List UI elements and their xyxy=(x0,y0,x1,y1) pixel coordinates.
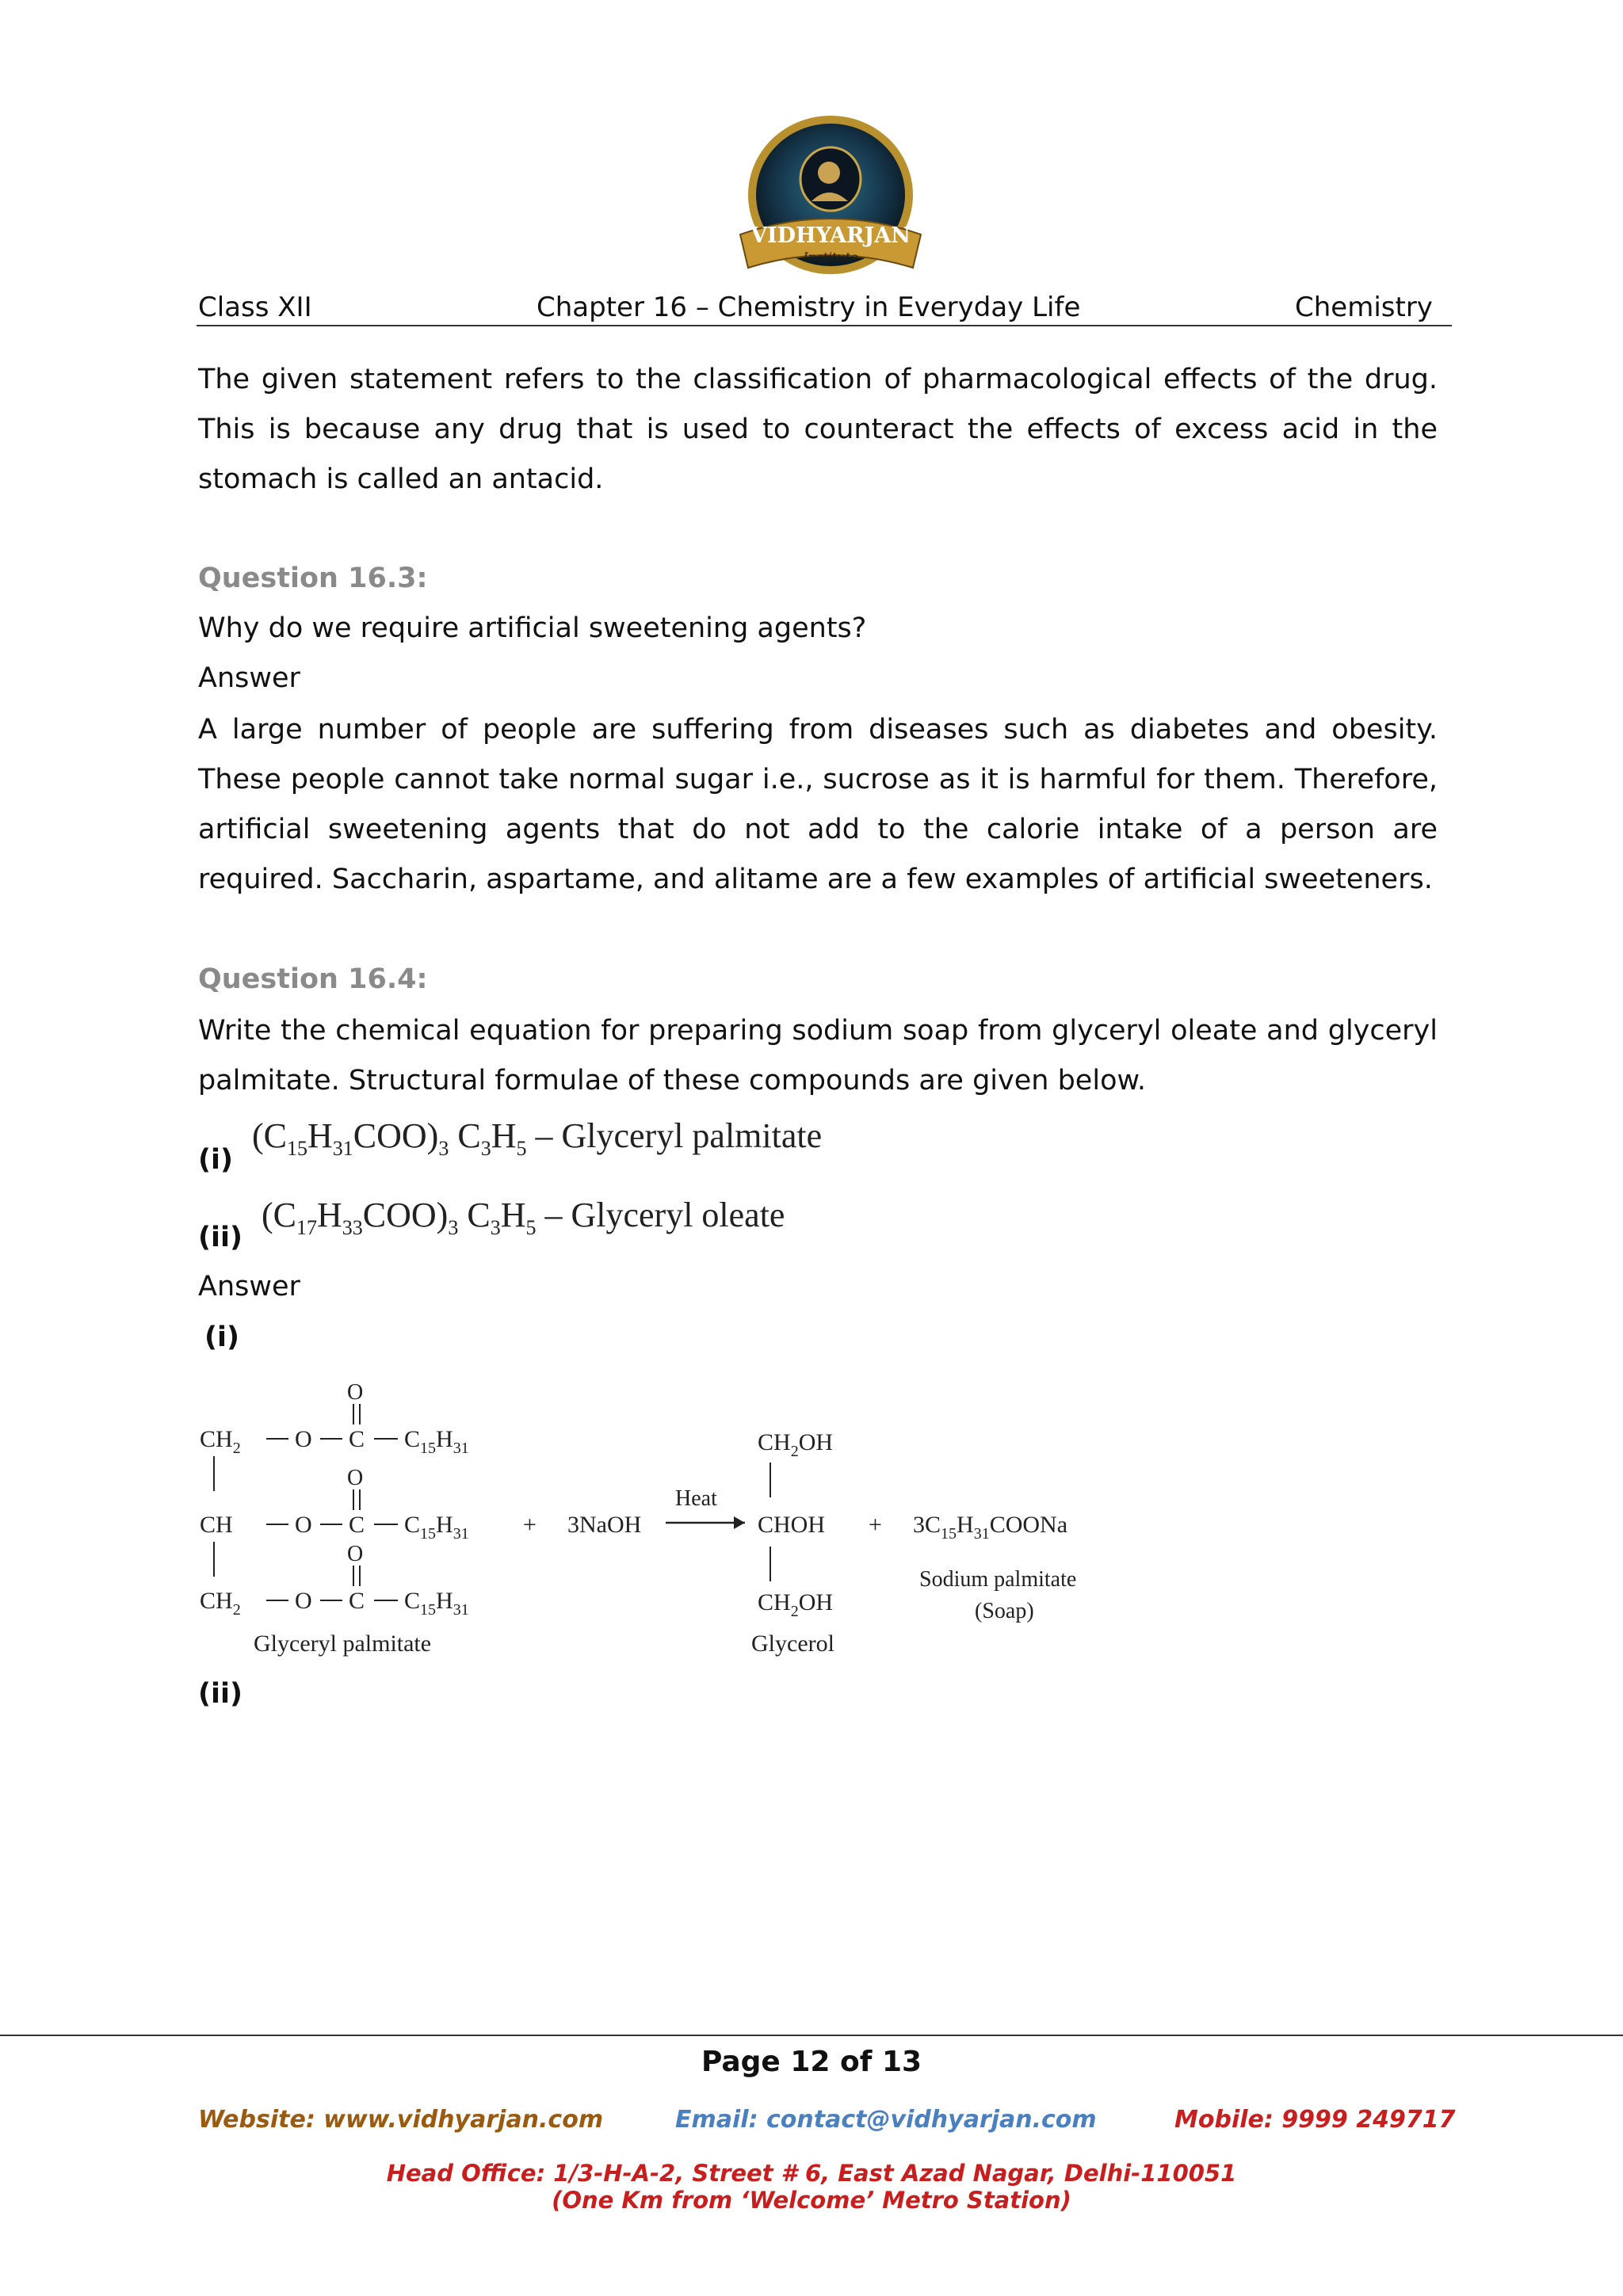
glyceryl-palmitate-formula: $(C_{15}H_{31}COO)_3$ $C_3H_5$ – Glyceryl palmitate xyxy=(252,1116,823,1160)
carbonyl-carbon-3: C xyxy=(349,1588,365,1614)
soap-formula: $3C_{15}H_{31}COONa$ xyxy=(913,1512,1068,1543)
carbonyl-oxygen-2: O xyxy=(347,1466,364,1490)
ch-group: CH xyxy=(200,1512,233,1538)
c15h31-2: $C_{15}H_{31}$ xyxy=(404,1512,469,1543)
footer-landmark: (One Km from ‘Welcome’ Metro Station) xyxy=(552,2187,1071,2214)
reactant-name: Glyceryl palmitate xyxy=(254,1630,432,1657)
carbonyl-carbon-1: C xyxy=(349,1426,365,1452)
logo-text: VIDHYARJAN xyxy=(750,223,911,248)
glycerol-name: Glycerol xyxy=(751,1630,834,1657)
saponification-equation xyxy=(190,1363,1125,1664)
header-class: Class XII xyxy=(198,292,312,323)
item-2-name: Glyceryl oleate xyxy=(571,1196,785,1234)
glyceryl-oleate-formula: $(C_{17}H_{33}COO)_3$ $C_3H_5$ – Glyceryl oleate xyxy=(262,1196,785,1239)
header-subject: Chemistry xyxy=(1295,292,1433,323)
footer-head-office: Head Office: 1/3-H-A-2, Street # 6, East Azad Nagar, Delhi-110051 xyxy=(386,2160,1237,2187)
question-16-3-text: Why do we require artificial sweetening agents? xyxy=(198,612,867,644)
glycerol-ch2oh-bottom: $CH_2OH$ xyxy=(758,1589,834,1620)
carbonyl-carbon-2: C xyxy=(349,1512,365,1538)
footer-website[interactable]: Website: www.vidhyarjan.com xyxy=(198,2106,604,2134)
footer-email[interactable]: Email: contact@vidhyarjan.com xyxy=(675,2106,1097,2134)
c15h31-1: $C_{15}H_{31}$ xyxy=(404,1426,469,1457)
question-16-4-answer-label: Answer xyxy=(198,1271,300,1302)
answer-part-1-label: (i) xyxy=(204,1322,239,1353)
page-number: Page 12 of 13 xyxy=(701,2046,922,2078)
question-16-4-text: Write the chemical equation for preparing sodium soap from glyceryl oleate and glyceryl palmitate. Structural formulae of these compounds are given below. xyxy=(198,1015,1438,1097)
ch2-group-3: $CH_2$ xyxy=(200,1588,241,1619)
oxygen-3: O xyxy=(295,1588,312,1614)
ch2-group-1: $CH_2$ xyxy=(200,1426,241,1457)
question-16-4-heading: Question 16.4: xyxy=(198,963,428,995)
item-2-label: (ii) xyxy=(198,1222,242,1253)
oxygen-2: O xyxy=(295,1512,312,1538)
header-chapter: Chapter 16 – Chemistry in Everyday Life xyxy=(537,292,1081,323)
item-1-name: Glyceryl palmitate xyxy=(561,1116,823,1155)
oxygen-1: O xyxy=(295,1426,312,1452)
footer-rule xyxy=(0,2035,1623,2036)
vidhyarjan-logo xyxy=(735,116,926,290)
carbonyl-oxygen-3: O xyxy=(347,1542,364,1566)
question-16-3-answer-label: Answer xyxy=(198,662,300,694)
answer-part-2-label: (ii) xyxy=(198,1678,242,1710)
carbonyl-oxygen-1: O xyxy=(347,1380,364,1405)
naoh-reagent: 3NaOH xyxy=(567,1512,642,1538)
logo-subtext: Institute xyxy=(803,250,858,265)
soap-label: (Soap) xyxy=(975,1599,1034,1623)
plus-1: + xyxy=(523,1512,537,1538)
question-16-3-heading: Question 16.3: xyxy=(198,563,428,594)
arrow-head-icon xyxy=(734,1516,745,1529)
heat-condition: Heat xyxy=(675,1486,717,1511)
question-16-3-answer-text: A large number of people are suffering from diseases such as diabetes and obesity. These people cannot take normal sugar i.e., sucrose as it is harmful for them. Therefore, artificial sweetening agents that do not add to the calorie intake of a person are required. Saccharin, aspartame, and alitame are a few examples of artificial sweeteners. xyxy=(198,714,1438,895)
c15h31-3: $C_{15}H_{31}$ xyxy=(404,1588,469,1619)
plus-2: + xyxy=(869,1512,882,1538)
footer-mobile: Mobile: 9999 249717 xyxy=(1174,2106,1456,2134)
header-rule xyxy=(197,325,1452,326)
intro-answer-text: The given statement refers to the classification of pharmacological effects of the drug. This is because any drug that is used to counteract the effects of excess acid in the stomach is called an antacid. xyxy=(198,364,1438,495)
soap-name: Sodium palmitate xyxy=(919,1567,1077,1592)
glycerol-choh: CHOH xyxy=(758,1512,826,1538)
item-1-label: (i) xyxy=(198,1144,233,1176)
glycerol-ch2oh-top: $CH_2OH$ xyxy=(758,1429,834,1460)
